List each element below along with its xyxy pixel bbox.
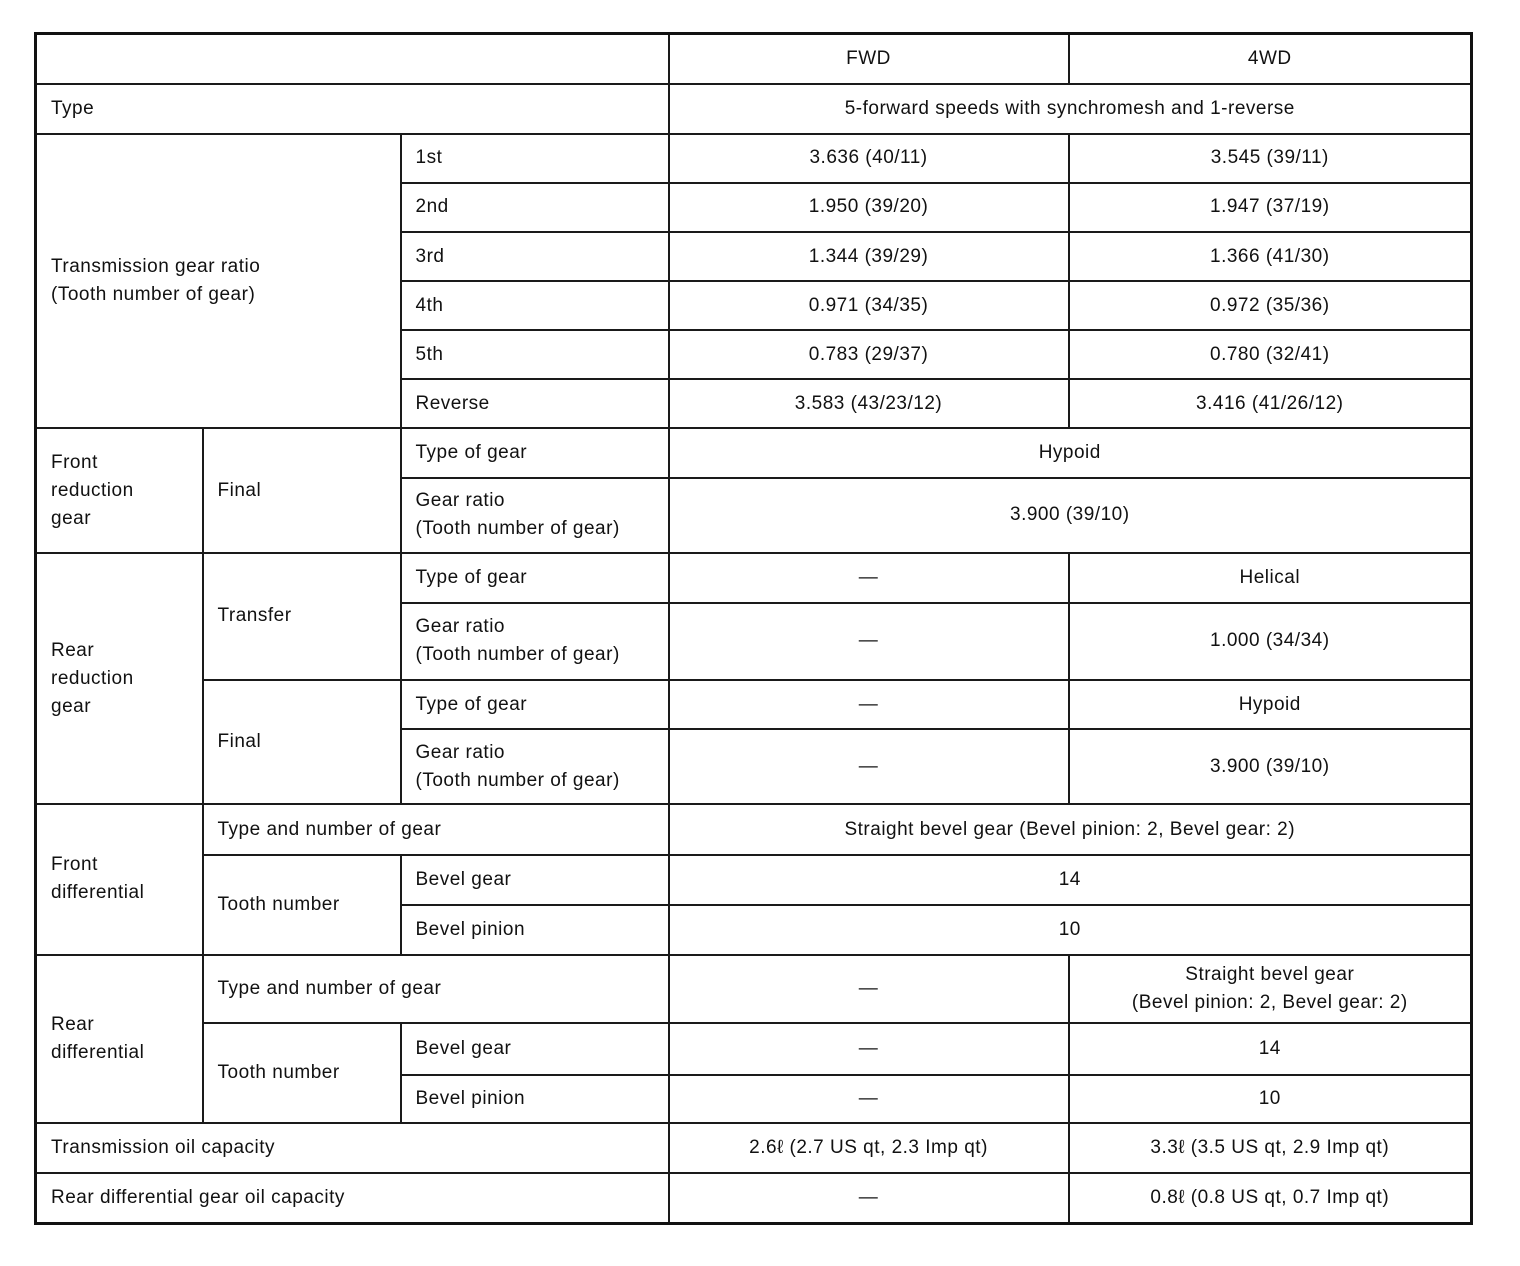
type-row bbox=[36, 84, 1472, 134]
rear-diff-type-fwd: — bbox=[669, 955, 1069, 1023]
front-reduction-label: Front reduction gear bbox=[36, 428, 203, 552]
rear-bevel-gear-fwd: — bbox=[669, 1023, 1069, 1075]
rear-diff-type-awd: Straight bevel gear (Bevel pinion: 2, Bevel gear: 2) bbox=[1069, 955, 1472, 1023]
front-reduction-type-value: Hypoid bbox=[669, 428, 1472, 477]
table-row bbox=[36, 855, 1472, 904]
awd-ratio: 0.780 (32/41) bbox=[1069, 330, 1472, 379]
fwd-ratio: 3.583 (43/23/12) bbox=[669, 379, 1069, 428]
gear-label: 2nd bbox=[401, 183, 669, 232]
table-row bbox=[36, 804, 1472, 855]
table-row bbox=[36, 1123, 1472, 1173]
transfer-ratio-awd: 1.000 (34/34) bbox=[1069, 603, 1472, 680]
rear-final-ratio-fwd: — bbox=[669, 729, 1069, 804]
type-label: Type bbox=[36, 84, 669, 134]
gear-label: 4th bbox=[401, 281, 669, 330]
front-reduction-final-label: Final bbox=[203, 428, 401, 552]
front-diff-type-value: Straight bevel gear (Bevel pinion: 2, Bevel gear: 2) bbox=[669, 804, 1472, 855]
fwd-ratio: 1.950 (39/20) bbox=[669, 183, 1069, 232]
gear-ratio-label: Gear ratio (Tooth number of gear) bbox=[401, 603, 669, 680]
header-row bbox=[36, 34, 1472, 84]
rear-diff-oil-awd: 0.8ℓ (0.8 US qt, 0.7 Imp qt) bbox=[1069, 1173, 1472, 1223]
gear-label: Reverse bbox=[401, 379, 669, 428]
table-row bbox=[36, 553, 1472, 603]
transmission-oil-awd: 3.3ℓ (3.5 US qt, 2.9 Imp qt) bbox=[1069, 1123, 1472, 1173]
rear-reduction-label: Rear reduction gear bbox=[36, 553, 203, 805]
header-4wd: 4WD bbox=[1069, 34, 1472, 84]
type-and-number-label: Type and number of gear bbox=[203, 804, 669, 855]
rear-bevel-pinion-awd: 10 bbox=[1069, 1075, 1472, 1123]
rear-bevel-gear-awd: 14 bbox=[1069, 1023, 1472, 1075]
front-reduction-ratio-value: 3.900 (39/10) bbox=[669, 478, 1472, 553]
bevel-gear-label: Bevel gear bbox=[401, 1023, 669, 1075]
bevel-pinion-label: Bevel pinion bbox=[401, 1075, 669, 1123]
table-row bbox=[36, 680, 1472, 729]
front-bevel-pinion-value: 10 bbox=[669, 905, 1472, 955]
fwd-ratio: 0.971 (34/35) bbox=[669, 281, 1069, 330]
type-of-gear-label: Type of gear bbox=[401, 428, 669, 477]
table-row bbox=[36, 428, 1472, 477]
rear-bevel-pinion-fwd: — bbox=[669, 1075, 1069, 1123]
specifications-table bbox=[34, 32, 1473, 1225]
gear-ratio-label: Gear ratio (Tooth number of gear) bbox=[401, 478, 669, 553]
fwd-ratio: 0.783 (29/37) bbox=[669, 330, 1069, 379]
fwd-ratio: 3.636 (40/11) bbox=[669, 134, 1069, 183]
gear-label: 1st bbox=[401, 134, 669, 183]
gear-ratio-label: Gear ratio (Tooth number of gear) bbox=[401, 729, 669, 804]
type-and-number-label: Type and number of gear bbox=[203, 955, 669, 1023]
transfer-ratio-fwd: — bbox=[669, 603, 1069, 680]
awd-ratio: 3.416 (41/26/12) bbox=[1069, 379, 1472, 428]
transfer-type-awd: Helical bbox=[1069, 553, 1472, 603]
table-row bbox=[36, 1023, 1472, 1075]
fwd-ratio: 1.344 (39/29) bbox=[669, 232, 1069, 281]
front-differential-label: Front differential bbox=[36, 804, 203, 954]
gear-label: 3rd bbox=[401, 232, 669, 281]
gear-label: 5th bbox=[401, 330, 669, 379]
tooth-number-label: Tooth number bbox=[203, 855, 401, 954]
transmission-label: Transmission gear ratio (Tooth number of gear) bbox=[36, 134, 401, 429]
rear-final-type-fwd: — bbox=[669, 680, 1069, 729]
rear-differential-label: Rear differential bbox=[36, 955, 203, 1123]
header-fwd: FWD bbox=[669, 34, 1069, 84]
table-row bbox=[36, 134, 1472, 183]
front-bevel-gear-value: 14 bbox=[669, 855, 1472, 904]
type-of-gear-label: Type of gear bbox=[401, 553, 669, 603]
awd-ratio: 3.545 (39/11) bbox=[1069, 134, 1472, 183]
rear-final-type-awd: Hypoid bbox=[1069, 680, 1472, 729]
rear-final-ratio-awd: 3.900 (39/10) bbox=[1069, 729, 1472, 804]
type-value: 5-forward speeds with synchromesh and 1-reverse bbox=[669, 84, 1472, 134]
rear-final-label: Final bbox=[203, 680, 401, 804]
transfer-type-fwd: — bbox=[669, 553, 1069, 603]
table-row bbox=[36, 955, 1472, 1023]
bevel-pinion-label: Bevel pinion bbox=[401, 905, 669, 955]
awd-ratio: 1.366 (41/30) bbox=[1069, 232, 1472, 281]
rear-transfer-label: Transfer bbox=[203, 553, 401, 680]
tooth-number-label: Tooth number bbox=[203, 1023, 401, 1123]
awd-ratio: 0.972 (35/36) bbox=[1069, 281, 1472, 330]
bevel-gear-label: Bevel gear bbox=[401, 855, 669, 904]
table-row bbox=[36, 1173, 1472, 1223]
type-of-gear-label: Type of gear bbox=[401, 680, 669, 729]
transmission-oil-label: Transmission oil capacity bbox=[36, 1123, 669, 1173]
rear-diff-oil-fwd: — bbox=[669, 1173, 1069, 1223]
transmission-oil-fwd: 2.6ℓ (2.7 US qt, 2.3 Imp qt) bbox=[669, 1123, 1069, 1173]
awd-ratio: 1.947 (37/19) bbox=[1069, 183, 1472, 232]
rear-diff-oil-label: Rear differential gear oil capacity bbox=[36, 1173, 669, 1223]
header-blank-cell bbox=[36, 34, 669, 84]
